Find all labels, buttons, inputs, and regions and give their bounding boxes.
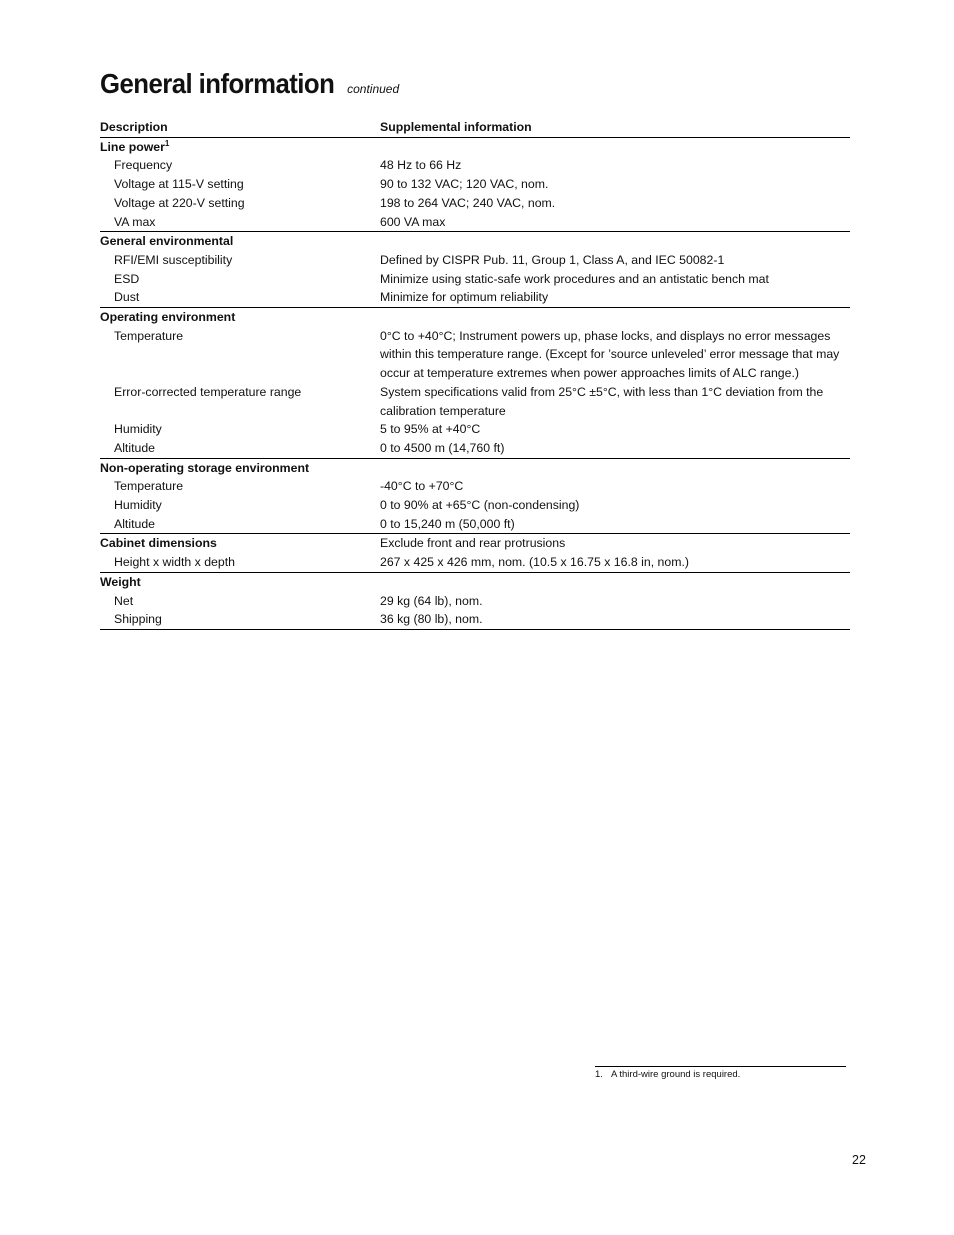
row-label: Error-corrected temperature range xyxy=(114,384,302,399)
table-row xyxy=(100,420,850,439)
group-row xyxy=(100,137,850,156)
header-description: Description xyxy=(100,118,380,137)
group-info xyxy=(380,137,850,156)
row-label: Humidity xyxy=(114,422,162,437)
row-info: 0 to 4500 m (14,760 ft) xyxy=(380,440,505,455)
group-row xyxy=(100,534,850,553)
group-name xyxy=(100,572,380,591)
group-name xyxy=(100,458,380,477)
row-info: 5 to 95% at +40°C xyxy=(380,422,481,437)
page-number: 22 xyxy=(852,1153,866,1167)
table-header-row xyxy=(100,118,850,137)
footnote-divider xyxy=(595,1066,846,1067)
footnote-number: 1. xyxy=(595,1069,603,1080)
table-row xyxy=(100,270,850,289)
row-info: 267 x 425 x 426 mm, nom. (10.5 x 16.75 x 16.8 in, nom.) xyxy=(380,555,689,570)
group-row xyxy=(100,232,850,251)
group-row xyxy=(100,308,850,327)
row-info: 0 to 15,240 m (50,000 ft) xyxy=(380,516,515,531)
row-label: Humidity xyxy=(114,498,162,513)
row-label: Net xyxy=(114,593,134,608)
table-row xyxy=(100,553,850,572)
page-title xyxy=(100,68,399,100)
table-row xyxy=(100,610,850,629)
table-row xyxy=(100,156,850,175)
table-row xyxy=(100,327,850,383)
row-label: Altitude xyxy=(114,516,156,531)
row-info: Defined by CISPR Pub. 11, Group 1, Class A, and IEC 50082-1 xyxy=(380,252,725,267)
header-supplemental: Supplemental information xyxy=(380,118,850,137)
table-row xyxy=(100,515,850,534)
row-info: 0 to 90% at +65°C (non-condensing) xyxy=(380,498,580,513)
row-info: 198 to 264 VAC; 240 VAC, nom. xyxy=(380,195,556,210)
row-info: 600 VA max xyxy=(380,214,446,229)
group-name-text: Weight xyxy=(100,574,141,589)
group-name-text: General environmental xyxy=(100,234,234,249)
row-label: Temperature xyxy=(114,479,184,494)
row-label: Temperature xyxy=(114,328,184,343)
row-label: Height x width x depth xyxy=(114,555,235,570)
row-label: Altitude xyxy=(114,440,156,455)
row-info: System specifications valid from 25°C ±5°C, with less than 1°C deviation from the calibration temperature xyxy=(380,384,824,418)
group-name-text: Operating environment xyxy=(100,310,236,325)
table-row xyxy=(100,592,850,611)
row-info: 0°C to +40°C; Instrument powers up, phase locks, and displays no error messages within this temperature range. (Except for ’source unleveled’ error message that may occur at temperature extremes when power approaches limits of ALC range.) xyxy=(380,328,840,381)
group-info xyxy=(380,572,850,591)
table-row xyxy=(100,477,850,496)
page-title-continued: continued xyxy=(347,82,400,96)
specifications-table xyxy=(100,118,850,630)
group-name xyxy=(100,232,380,251)
table-row xyxy=(100,175,850,194)
group-row xyxy=(100,572,850,591)
row-info: -40°C to +70°C xyxy=(380,479,464,494)
row-info: 36 kg (80 lb), nom. xyxy=(380,610,850,629)
group-name xyxy=(100,534,380,553)
footnote-text: A third-wire ground is required. xyxy=(610,1069,741,1080)
row-label: Frequency xyxy=(114,158,173,173)
table-row xyxy=(100,213,850,232)
table-row xyxy=(100,288,850,307)
row-label: Dust xyxy=(114,290,140,305)
group-info xyxy=(380,308,850,327)
group-name-text: Non-operating storage environment xyxy=(100,460,310,475)
table-row xyxy=(100,496,850,515)
table-row xyxy=(100,194,850,213)
row-label: VA max xyxy=(114,214,156,229)
row-info: 48 Hz to 66 Hz xyxy=(380,158,462,173)
table-row xyxy=(100,383,850,420)
row-label: ESD xyxy=(114,271,140,286)
specifications-body xyxy=(100,137,850,629)
row-label: Shipping xyxy=(100,610,380,629)
page-title-main: General information xyxy=(100,68,335,99)
table-row xyxy=(100,251,850,270)
footnote-reference: 1 xyxy=(164,138,170,148)
group-name xyxy=(100,137,380,156)
group-info: Exclude front and rear protrusions xyxy=(380,534,850,553)
row-label: Voltage at 115-V setting xyxy=(114,177,244,192)
footnote xyxy=(595,1069,740,1080)
row-info: 29 kg (64 lb), nom. xyxy=(380,593,483,608)
row-label: RFI/EMI susceptibility xyxy=(114,252,233,267)
group-info xyxy=(380,232,850,251)
row-info: 90 to 132 VAC; 120 VAC, nom. xyxy=(380,177,549,192)
group-name-text: Cabinet dimensions xyxy=(100,536,217,551)
group-name-text: Line power xyxy=(100,139,165,154)
row-label: Voltage at 220-V setting xyxy=(114,195,245,210)
group-row xyxy=(100,458,850,477)
row-info: Minimize using static-safe work procedures and an antistatic bench mat xyxy=(380,271,769,286)
table-row xyxy=(100,439,850,458)
group-info xyxy=(380,458,850,477)
group-name xyxy=(100,308,380,327)
row-info: Minimize for optimum reliability xyxy=(380,290,549,305)
